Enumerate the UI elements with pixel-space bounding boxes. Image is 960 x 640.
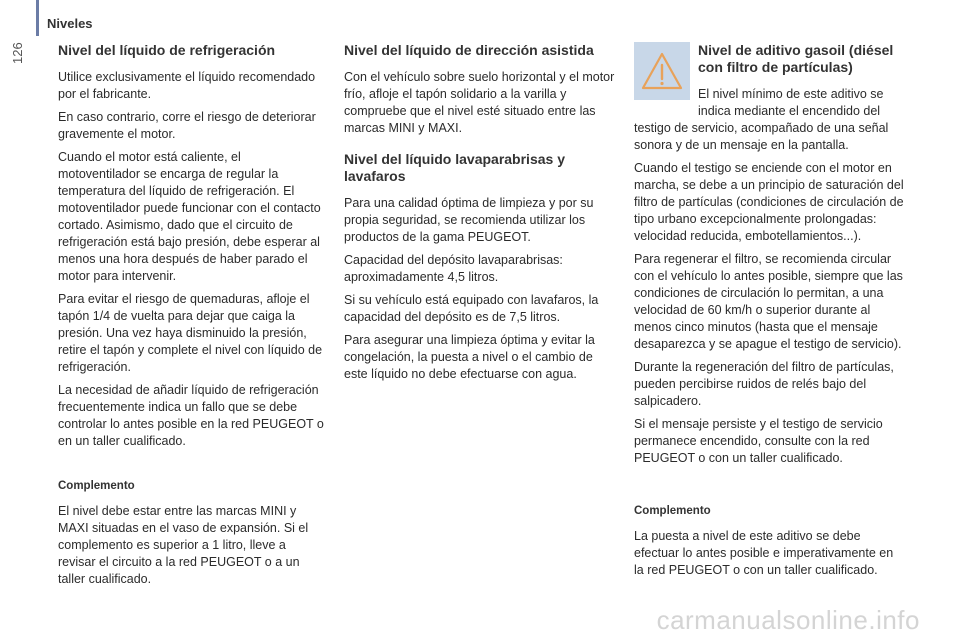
additive-complement-text: La puesta a nivel de este aditivo se debe efectuar lo antes posible e imperativamente en la red PEUGEOT o con un taller cualificado. [634, 529, 894, 577]
additive-paragraph: Cuando el testigo se enciende con el motor en marcha, se debe a un principio de saturación del filtro de partículas (condiciones de circulación de tipo urbano excepcionalmente prolongadas: velocidad reducida, embotellamientos...). [634, 161, 904, 243]
warning-triangle-icon [640, 51, 684, 91]
washer-paragraph: Para una calidad óptima de limpieza y por su propia seguridad, se recomienda utilizar los productos de la gama PEUGEOT. [344, 196, 594, 244]
additive-complement-title: Complemento [634, 505, 711, 517]
warning-box [634, 42, 690, 100]
column-coolant [58, 42, 326, 594]
additive-paragraph: El nivel mínimo de este aditivo se indica mediante el encendido del testigo de servicio, acompañado de una señal sonora y de un mensaje en la pantalla. [634, 87, 889, 152]
additive-paragraph: Para regenerar el filtro, se recomienda circular con el vehículo lo antes posible, siempre que las condiciones de circulación lo permitan, a una velocidad de 60 km/h o superior durante al menos cinco minutos (hasta que el mensaje desaparezca y se apague el testigo de servicio). [634, 252, 903, 351]
washer-paragraph: Si su vehículo está equipado con lavafaros, la capacidad del depósito es de 7,5 litros. [344, 293, 599, 324]
steering-title: Nivel del líquido de dirección asistida [344, 42, 594, 58]
steering-text: Con el vehículo sobre suelo horizontal y el motor frío, afloje el tapón solidario a la varilla y compruebe que el nivel esté situado entre las marcas MINI y MAXI. [344, 70, 615, 135]
additive-paragraph: Durante la regeneración del filtro de partículas, pueden percibirse ruidos de relés bajo del salpicadero. [634, 360, 894, 408]
section-accent-bar [36, 0, 39, 36]
coolant-paragraph: Cuando el motor está caliente, el motoventilador se encarga de regular la temperatura del líquido de refrigeración. El motoventilador puede funcionar con el contacto cortado. Asimismo, dado que el circuito de refrigeración está bajo presión, debe esperar al menos una hora después de haber parado el motor para intervenir. [58, 150, 321, 283]
additive-title: Nivel de aditivo gasoil (diésel con filtro de partículas) [698, 42, 894, 75]
column-diesel-additive [634, 42, 906, 585]
coolant-complement-title: Complemento [58, 480, 135, 492]
coolant-paragraph: En caso contrario, corre el riesgo de deteriorar gravemente el motor. [58, 110, 316, 141]
washer-paragraph: Capacidad del depósito lavaparabrisas: aproximadamente 4,5 litros. [344, 253, 563, 284]
washer-title: Nivel del líquido lavaparabrisas y lavafaros [344, 151, 565, 184]
coolant-title: Nivel del líquido de refrigeración [58, 42, 276, 58]
coolant-paragraph: La necesidad de añadir líquido de refrigeración frecuentemente indica un fallo que se debe controlar lo antes posible en la red PEUGEOT o en un taller cualificado. [58, 383, 324, 448]
page-number: 126 [10, 42, 25, 64]
coolant-complement-text: El nivel debe estar entre las marcas MINI y MAXI situadas en el vaso de expansión. Si el complemento es superior a 1 litro, lleve a revisar el circuito a la red PEUGEOT o a un taller cualificado. [58, 504, 309, 586]
watermark: carmanualsonline.info [656, 605, 920, 635]
coolant-paragraph: Utilice exclusivamente el líquido recomendado por el fabricante. [58, 70, 316, 101]
section-label: Niveles [47, 16, 93, 31]
coolant-paragraph: Para evitar el riesgo de quemaduras, afloje el tapón 1/4 de vuelta para dejar que caiga la presión. Una vez haya disminuido la presión, retire el tapón y complete el nivel con líquido de refrigeración. [58, 292, 323, 374]
washer-paragraph: Para asegurar una limpieza óptima y evitar la congelación, la puesta a nivel o el cambio de este líquido no debe efectuarse con agua. [344, 333, 595, 381]
additive-paragraph: Si el mensaje persiste y el testigo de servicio permanece encendido, consulte con la red PEUGEOT o con un taller cualificado. [634, 417, 883, 465]
column-steering-washer [344, 42, 616, 389]
